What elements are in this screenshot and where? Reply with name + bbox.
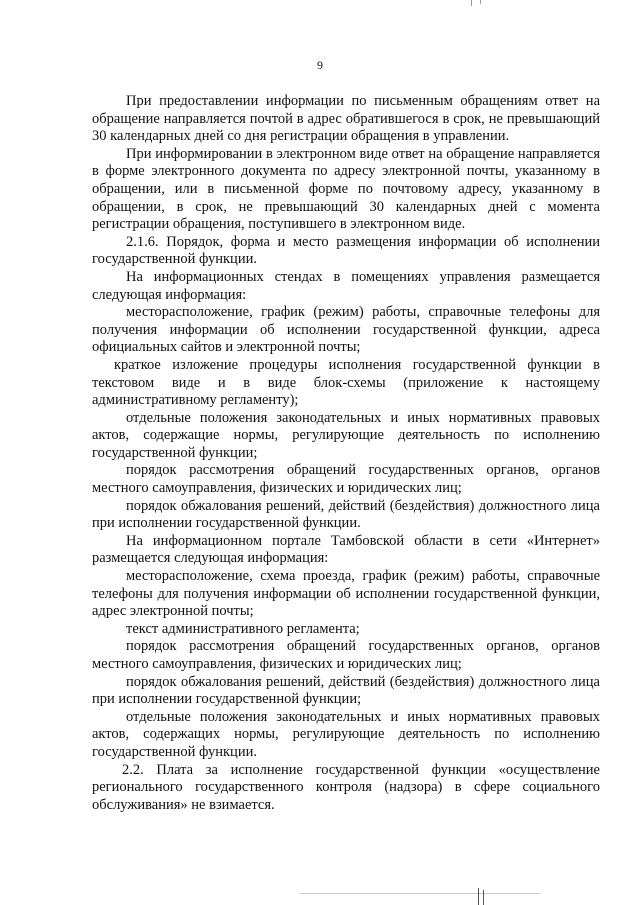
list-item: порядок обжалования решений, действий (бездействия) должностного лица при исполнении государственной функции;	[92, 673, 600, 708]
list-item: краткое изложение процедуры исполнения государственной функции в текстовом виде и в виде блок-схемы (приложение к настоящему административному регламенту);	[92, 356, 600, 409]
list-item: текст административного регламента;	[126, 620, 360, 637]
page-number: 9	[317, 58, 323, 72]
scan-mark-top	[471, 0, 472, 6]
paragraph: При предоставлении информации по письменным обращениям ответ на обращение направляется почтой в адрес обратившегося в срок, не превышающий 30 календарных дней со дня регистрации обращения в управлении.	[92, 93, 600, 145]
list-item: порядок рассмотрения обращений государственных органов, органов местного самоуправления, физических и юридических лиц;	[92, 638, 600, 672]
section-heading: 2.1.6. Порядок, форма и место размещения информации об исполнении государственной функции.	[92, 233, 600, 268]
paragraph: При информировании в электронном виде ответ на обращение направляется в форме электронного документа по адресу электронной почты, указанному в обращении, или в письменной форме по почтовому адресу, указанному в обращении, в срок, не превышающий 30 календарных дней с момента регистрации обращения, поступившего в электронном виде.	[92, 145, 600, 233]
paragraph: 2.2. Плата за исполнение государственной функции «осуществление регионального государственного контроля (надзора) в сфере социального обслуживания» не взимается.	[92, 761, 600, 813]
list-item: месторасположение, график (режим) работы, справочные телефоны для получения информации об исполнении государственной функции, адреса официальных сайтов и электронной почты;	[92, 304, 600, 356]
scan-mark-bottom	[478, 888, 479, 905]
list-item: отдельные положения законодательных и иных нормативных правовых актов, содержащих нормы, регулирующие деятельность по исполнению государственной функции.	[92, 708, 600, 760]
scan-mark-bottom-line	[300, 893, 540, 894]
scan-mark-top	[480, 0, 481, 4]
list-item: порядок обжалования решений, действий (бездействия) должностного лица при исполнении государственной функции.	[92, 497, 600, 532]
paragraph: На информационном портале Тамбовской области в сети «Интернет» размещается следующая информация:	[92, 532, 600, 567]
scan-mark-bottom	[483, 890, 484, 905]
list-item: отдельные положения законодательных и иных нормативных правовых актов, содержащие нормы, регулирующие деятельность по исполнению государственной функции;	[92, 409, 600, 461]
list-item: порядок рассмотрения обращений государственных органов, органов местного самоуправления, физических и юридических лиц;	[92, 462, 600, 497]
document-body	[92, 93, 600, 814]
list-item: месторасположение, схема проезда, график (режим) работы, справочные телефоны для получения информации об исполнении государственной функции, адрес электронной почты;	[92, 568, 600, 620]
paragraph: На информационных стендах в помещениях управления размещается следующая информация:	[92, 268, 600, 303]
